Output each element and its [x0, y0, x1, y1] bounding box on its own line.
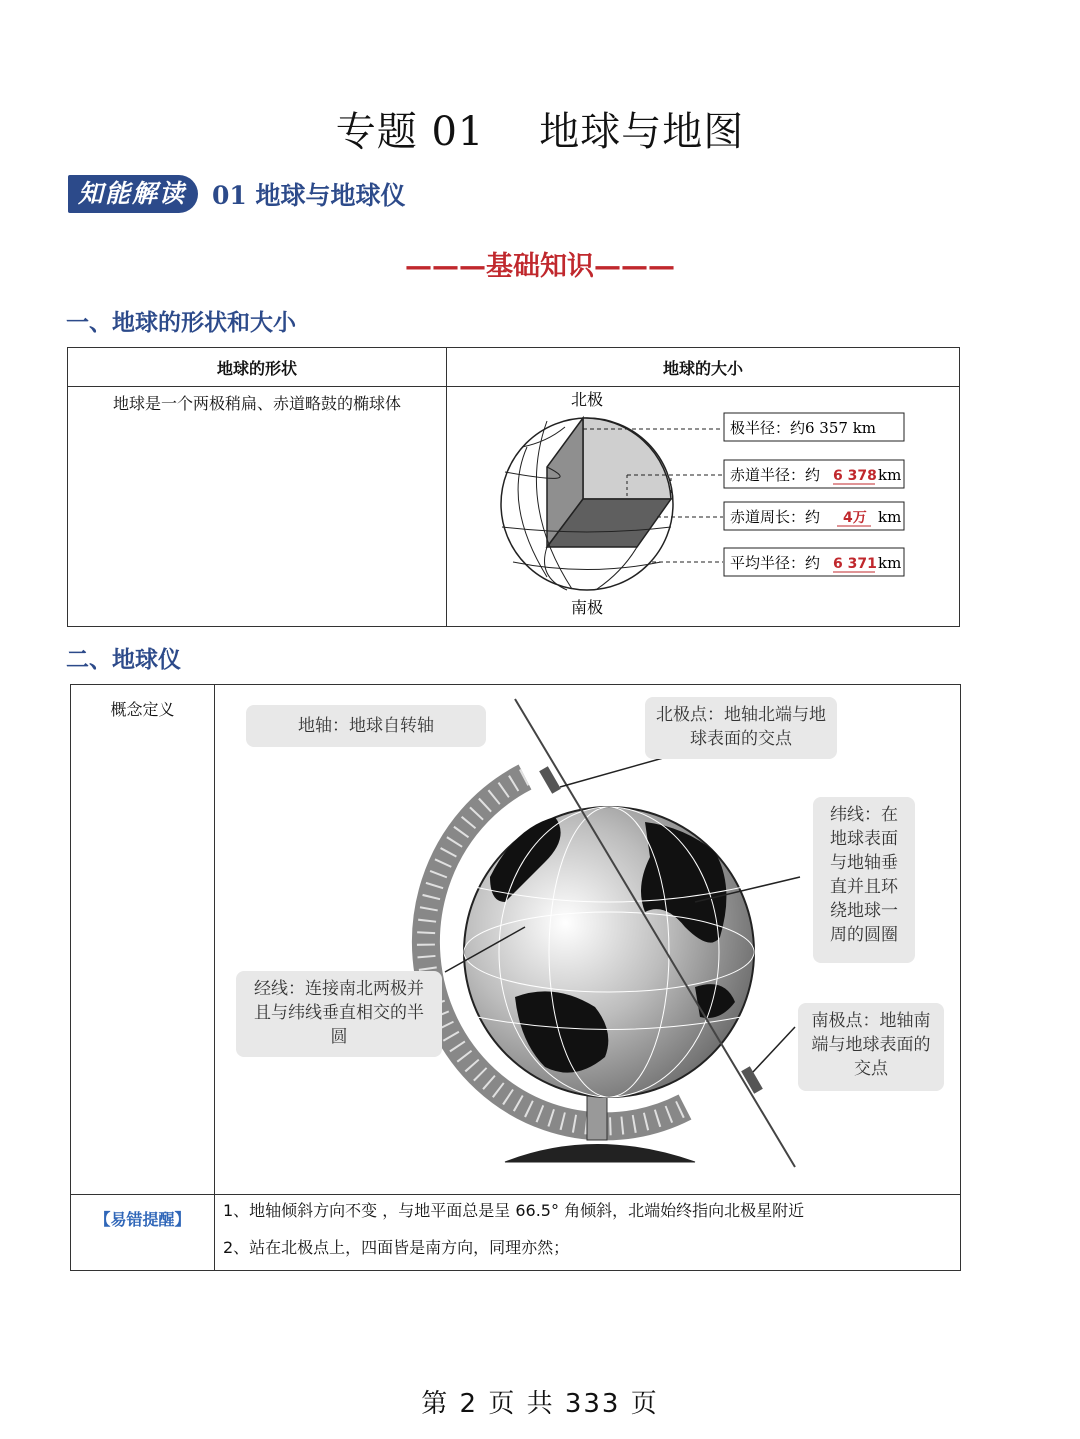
- latitude-callout: 纬线：在地球表面与地轴垂直并且环绕地球一周的圆圈: [813, 797, 915, 963]
- table-divider-horizontal: [71, 1194, 960, 1195]
- north-pole-label: 北极: [570, 390, 604, 409]
- south-pole-callout: 南极点：地轴南端与地球表面的交点: [798, 1003, 944, 1091]
- equatorial-radius-unit: km: [878, 466, 902, 484]
- axis-callout: 地轴：地球自转轴: [246, 705, 486, 747]
- equator-circumference-label: 赤道周长：约: [730, 508, 821, 526]
- title-topic-number: 专题 01: [335, 109, 485, 155]
- mean-radius-unit: km: [878, 554, 902, 572]
- north-pole-callout: 北极点：地轴北端与地球表面的交点: [645, 697, 837, 759]
- error-prone-label: 【易错提醒】: [94, 1210, 191, 1229]
- earth-size-figure-cell: [447, 387, 960, 627]
- banner-text: 01 地球与地球仪: [212, 181, 406, 210]
- concept-definition-label: 概念定义: [110, 700, 175, 719]
- col-header-shape: 地球的形状: [68, 348, 447, 387]
- mean-radius-label: 平均半径：约: [730, 554, 821, 572]
- polar-radius-label: 极半径：约6 357 km: [730, 419, 877, 437]
- section-banner: [68, 174, 406, 214]
- globe-table: [70, 684, 961, 1271]
- shape-description: 地球是一个两极稍扁、赤道略鼓的椭球体: [68, 387, 447, 627]
- equator-circumference-value: 4万: [843, 510, 867, 526]
- section1-heading: 一、地球的形状和大小: [66, 310, 296, 336]
- longitude-callout: 经线：连接南北两极并且与纬线垂直相交的半圆: [236, 971, 442, 1057]
- earth-size-diagram: [447, 387, 963, 629]
- basic-knowledge-heading: ———基础知识———: [405, 251, 675, 282]
- note-item: 2、站在北极点上，四面皆是南方向，同理亦然；: [223, 1238, 570, 1257]
- mean-radius-value: 6 371: [833, 556, 877, 572]
- south-pole-label: 南极: [570, 598, 604, 617]
- equatorial-radius-label: 赤道半径：约: [730, 466, 821, 484]
- equator-circumference-unit: km: [878, 508, 902, 526]
- col-header-size: 地球的大小: [447, 348, 960, 387]
- page-title: [0, 100, 1080, 157]
- earth-shape-size-table: [67, 347, 960, 627]
- equatorial-radius-value: 6 378: [833, 468, 877, 484]
- banner-label: 知能解读: [68, 175, 198, 213]
- note-item: 1、地轴倾斜方向不变 ，与地平面总是呈 66.5° 角倾斜，北端始终指向北极星附近: [223, 1201, 805, 1220]
- page-number: 第 2 页 共 333 页: [421, 1389, 659, 1419]
- title-topic-name: 地球与地图: [539, 109, 745, 155]
- section2-heading: 二、地球仪: [66, 647, 181, 673]
